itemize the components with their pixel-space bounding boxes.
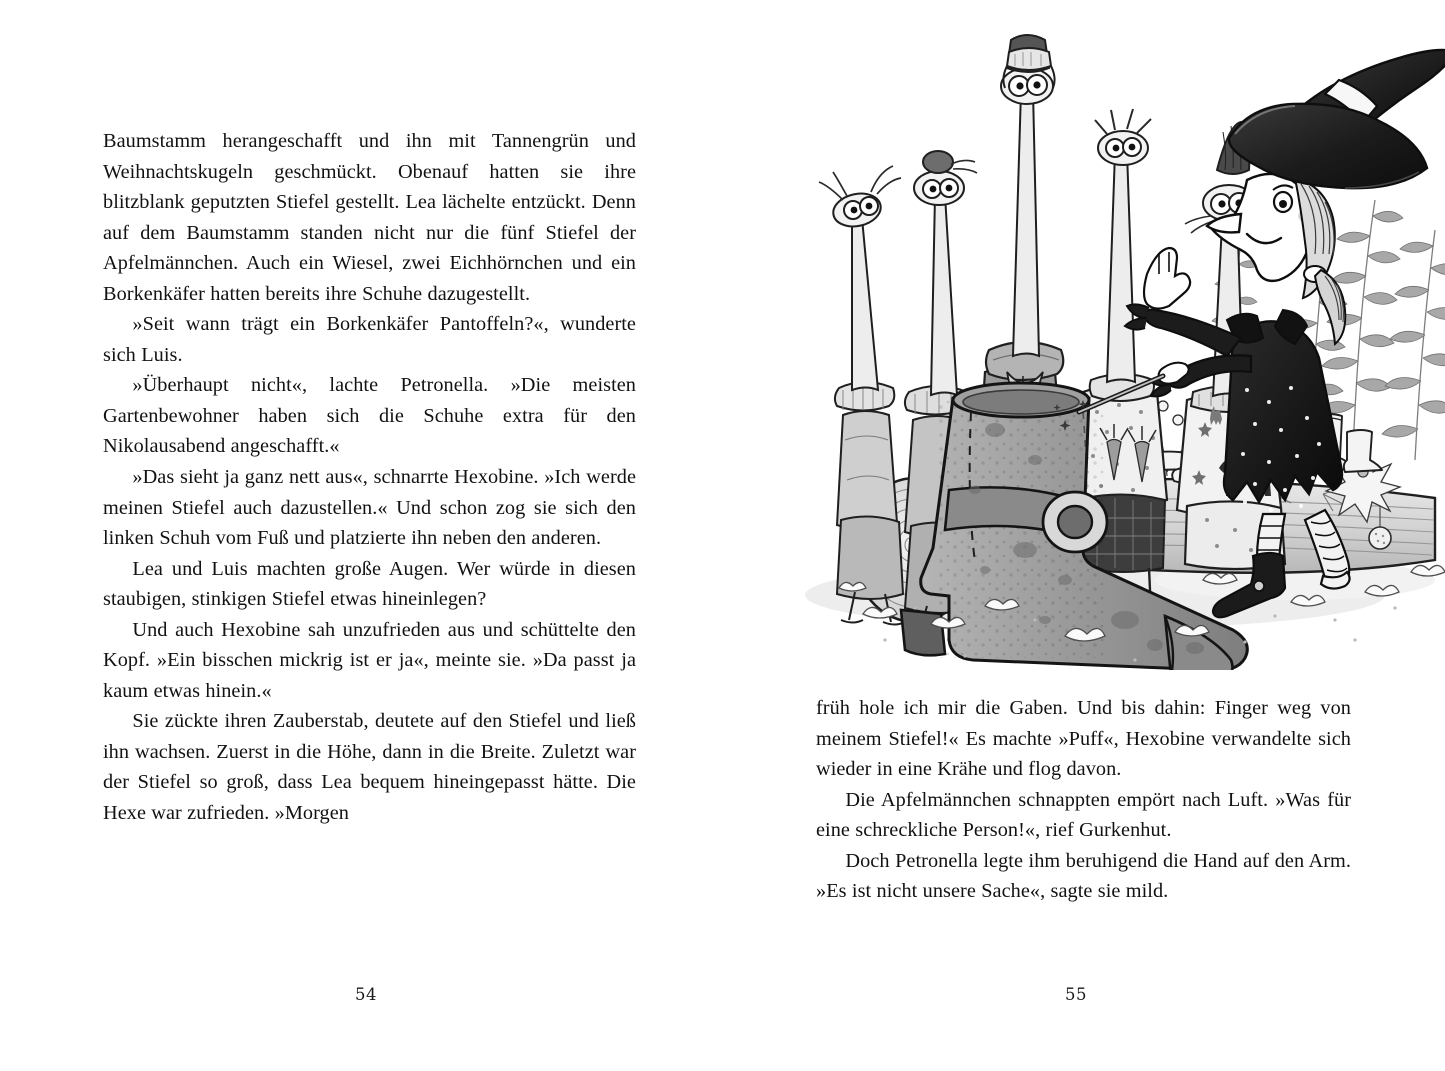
page-number-right: 55 [1065,985,1087,1004]
witch-hat [1229,50,1445,188]
paragraph: Doch Petronella legte ihm beruhigend die Hand auf den Arm. »Es ist nicht unsere Sache«, sagte sie mild. [816,849,1351,903]
left-page-text-column [103,126,636,829]
illustration [735,20,1445,670]
apple-man [819,166,905,625]
paragraph: Baumstamm herangeschafft und ihn mit Tannengrün und Weihnachtskugeln geschmückt. Obenauf hatten sie ihre blitzblank geputzten Stiefel gestellt. Lea lächelte entzückt. Denn auf dem Baumstamm standen nicht nur die fünf Stiefel der Apfelmännchen. Auch ein Wiesel, zwei Eichhörnchen und ein Borkenkäfer hatten bereits ihre Schuhe dazugestellt. [103,130,636,305]
paragraph: Die Apfelmännchen schnappten empört nach Luft. »Was für eine schreckliche Person!«, rief Gurkenhut. [816,788,1351,842]
paragraph: »Überhaupt nicht«, lachte Petronella. »Die meisten Gartenbewohner haben sich die Schuhe extra für den Nikolausabend angeschafft.« [103,374,636,458]
paragraph: »Das sieht ja ganz nett aus«, schnarrte Hexobine. »Ich werde meinen Stiefel auch dazustellen.« Und schon zog sie sich den linken Schuh vom Fuß und platzierte ihn neben den anderen. [103,466,636,550]
paragraph: früh hole ich mir die Gaben. Und bis dahin: Finger weg von meinem Stiefel!« Es machte »Puff«, Hexobine verwandelte sich wieder in eine Krähe und flog davon. [816,697,1351,781]
paragraph: Sie zückte ihren Zauberstab, deutete auf den Stiefel und ließ ihn wachsen. Zuerst in die Höhe, dann in die Breite. Zuletzt war der Stiefel so groß, dass Lea bequem hineingepasst hätte. Die Hexe war zufrieden. »Morgen [103,710,636,825]
right-page-text-column [816,693,1351,907]
page-number-left: 54 [355,985,377,1004]
paragraph: Lea und Luis machten große Augen. Wer würde in diesen staubigen, stinkigen Stiefel etwas hineinlegen? [103,557,636,611]
paragraph: »Seit wann trägt ein Borkenkäfer Pantoffeln?«, wunderte sich Luis. [103,313,636,366]
paragraph: Und auch Hexobine sah unzufrieden aus und schüttelte den Kopf. »Ein bisschen mickrig ist er ja«, meinte sie. »Da passt ja kaum etwas hinein.« [103,618,636,702]
